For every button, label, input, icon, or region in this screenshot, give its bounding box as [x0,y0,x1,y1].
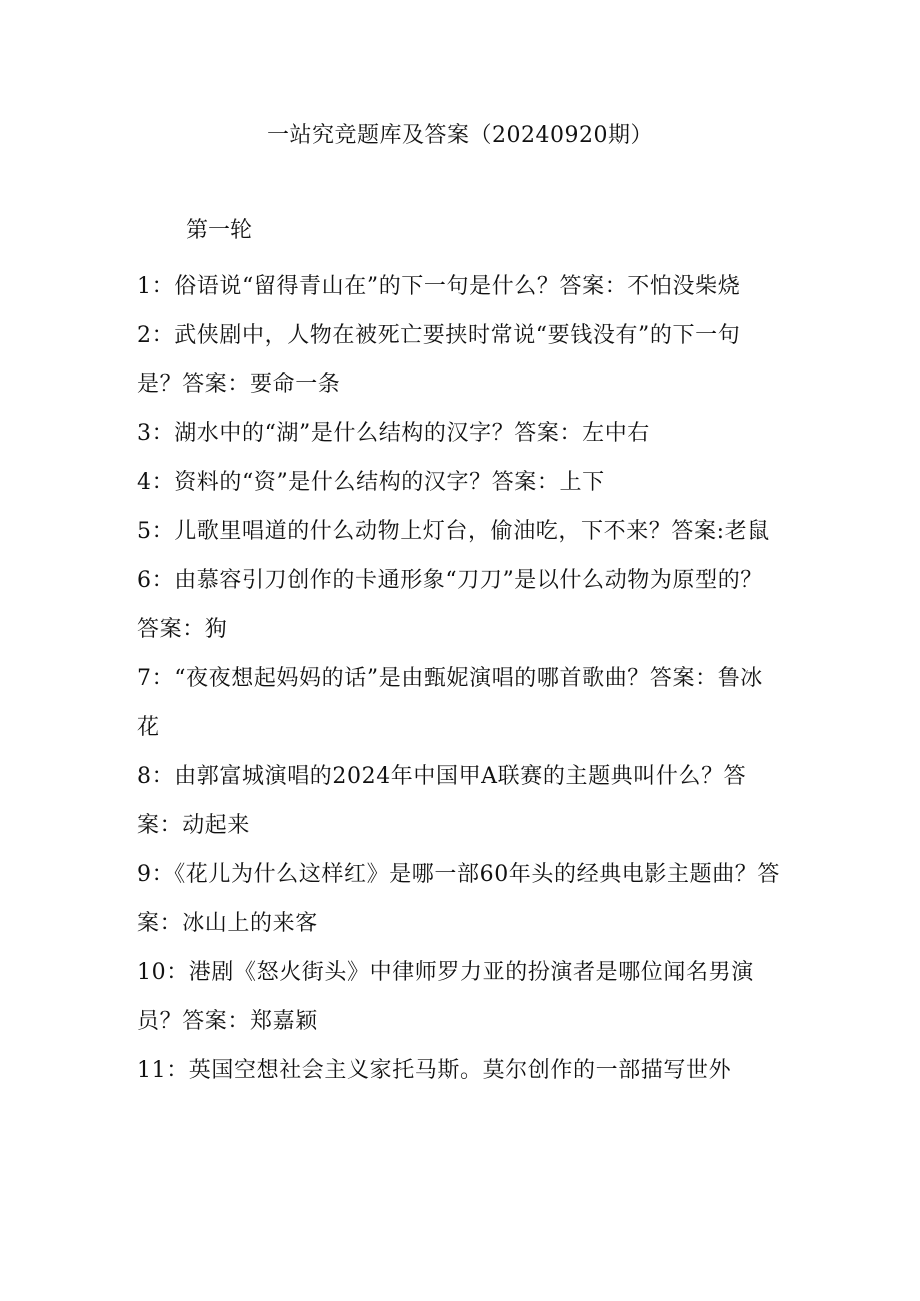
question-item-2: 2：武侠剧中，人物在被死亡要挟时常说“要钱没有”的下一句是？答案：要命一条 [137,323,741,397]
question-item-7: 7：“夜夜想起妈妈的话”是由甄妮演唱的哪首歌曲？答案：鲁冰花 [137,666,763,740]
round-heading: 第一轮 [186,218,253,243]
document-title: 一站究竞题库及答案（20240920期） [267,123,653,148]
question-item-9: 9：《花儿为什么这样红》是哪一部60年头的经典电影主题曲？答案：冰山上的来客 [137,862,780,936]
question-item-4: 4：资料的“资”是什么结构的汉字？答案：上下 [137,470,605,495]
question-item-8: 8：由郭富城演唱的2024年中国甲A联赛的主题典叫什么？答案：动起来 [137,764,747,838]
question-item-6: 6：由慕容引刀创作的卡通形象“刀刀”是以什么动物为原型的？答案：狗 [137,568,763,642]
question-item-1: 1：俗语说“留得青山在”的下一句是什么？答案：不怕没柴烧 [137,274,741,299]
question-item-3: 3：湖水中的“湖”是什么结构的汉字？答案：左中右 [137,421,650,446]
question-item-5: 5：儿歌里唱道的什么动物上灯台，偷油吃，下不来？答案:老鼠 [137,519,770,544]
question-list [137,262,783,1095]
question-item-10: 10：港剧《怒火街头》中律师罗力亚的扮演者是哪位闻名男演员？答案：郑嘉颖 [137,960,754,1034]
question-item-11: 11：英国空想社会主义家托马斯。莫尔创作的一部描写世外 [137,1058,732,1083]
